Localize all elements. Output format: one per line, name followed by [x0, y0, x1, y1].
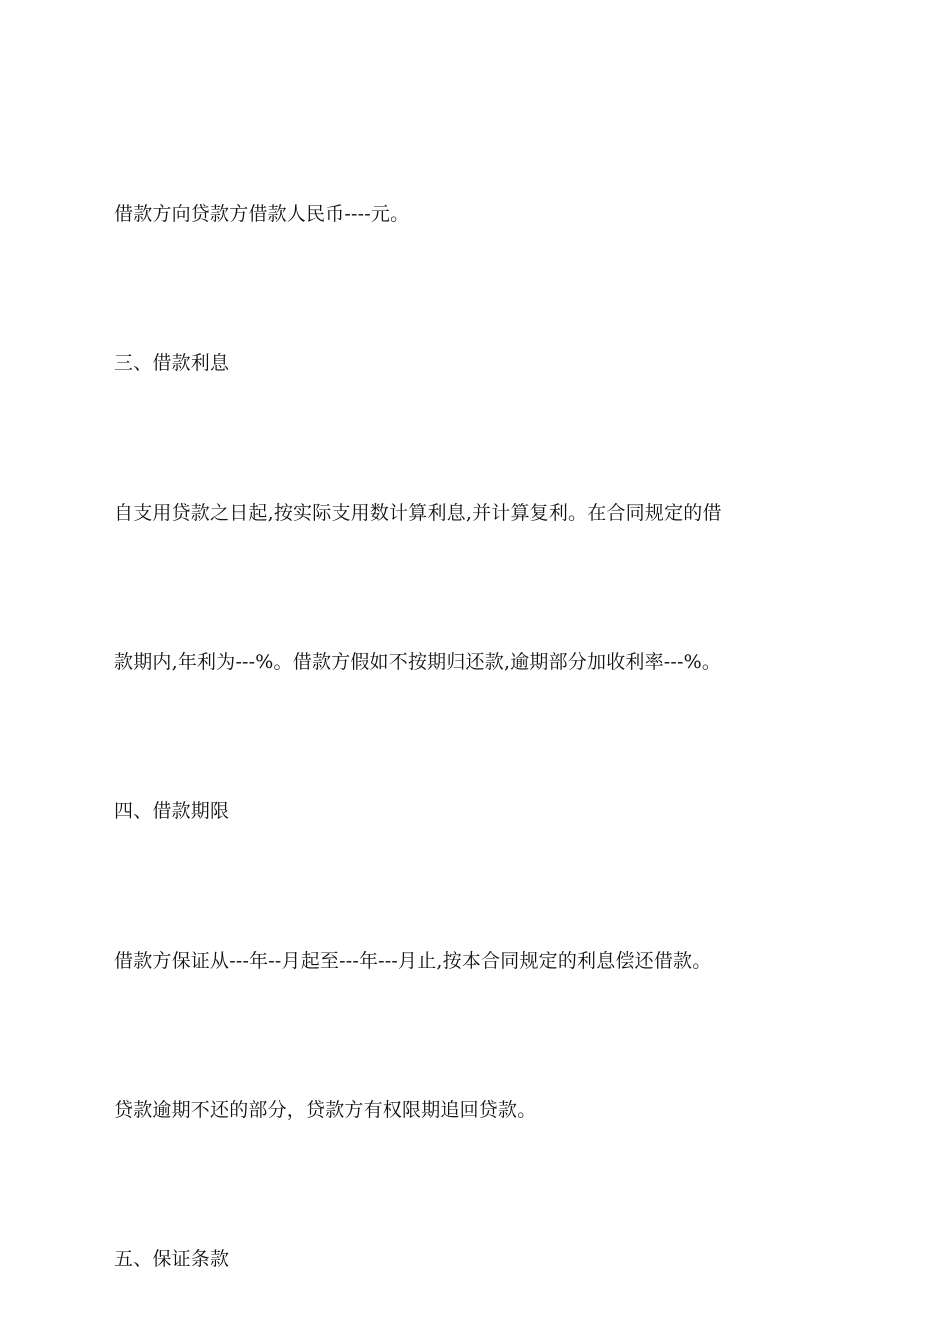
section-heading-guarantee: 五、保证条款	[114, 1248, 230, 1270]
loan-amount-paragraph: 借款方向贷款方借款人民币----元。	[114, 203, 410, 225]
section-heading-interest: 三、借款利息	[114, 352, 230, 374]
term-paragraph: 借款方保证从---年--月起至---年---月止,按本合同规定的利息偿还借款。	[114, 950, 712, 972]
section-heading-term: 四、借款期限	[114, 800, 230, 822]
overdue-paragraph: 贷款逾期不还的部分，贷款方有权限期追回贷款。	[114, 1099, 537, 1121]
interest-paragraph-line-2: 款期内,年利为---%。借款方假如不按期归还款,逾期部分加收利率---%。	[114, 651, 722, 673]
interest-paragraph-line-1: 自支用贷款之日起,按实际支用数计算利息,并计算复利。在合同规定的借	[114, 502, 722, 524]
